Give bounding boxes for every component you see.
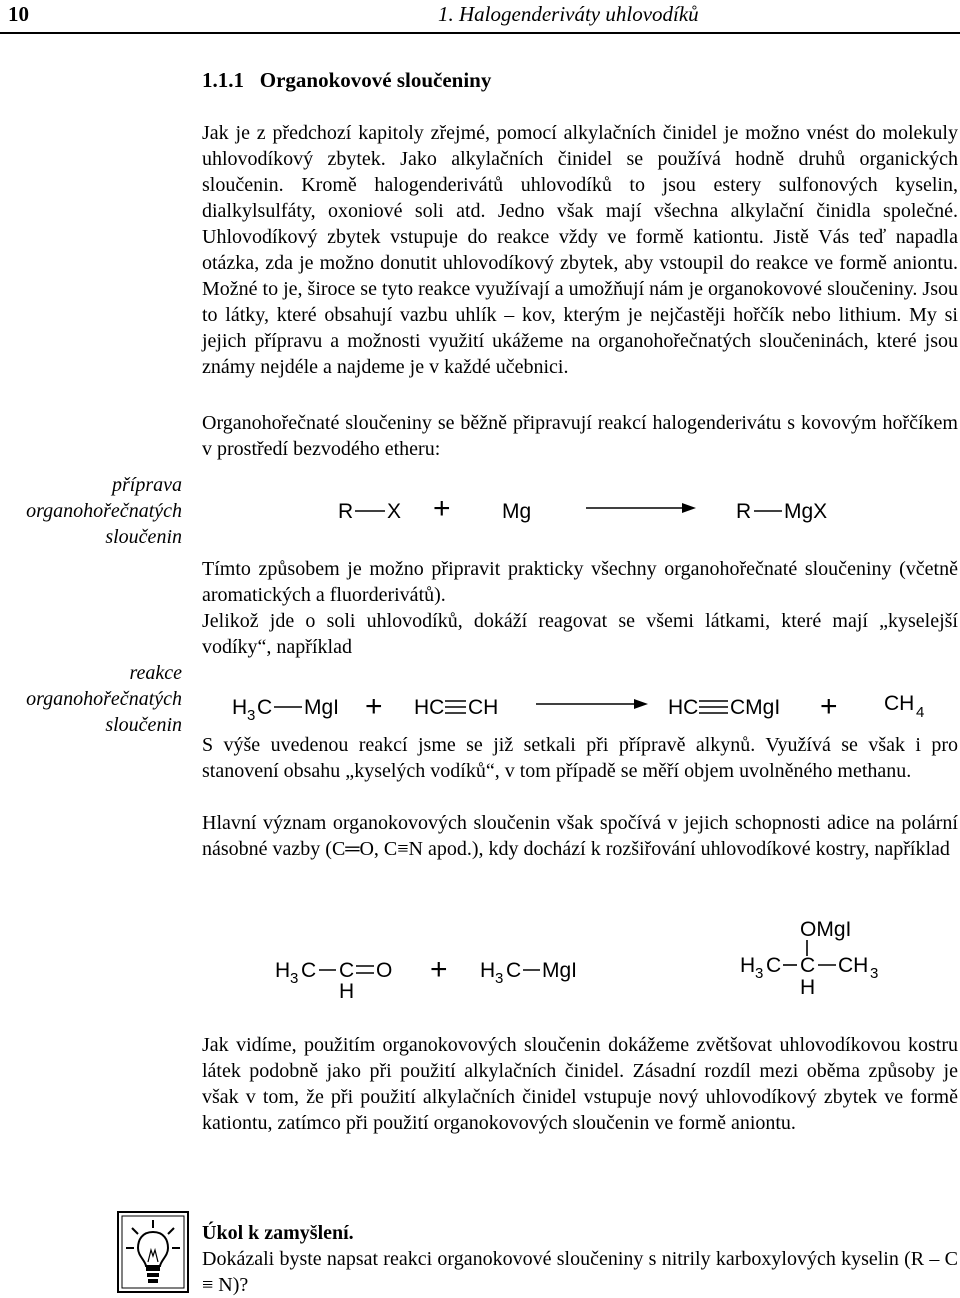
product-r: R — [736, 500, 752, 523]
h-label: H — [480, 959, 496, 982]
c-label: C — [257, 696, 273, 719]
reaction-carbonyl-addition — [270, 910, 890, 1000]
paragraph-preparation: Organohořečnaté sloučeniny se běžně připravují reakcí halogenderivátu s kovovým hořčíkem v prostředí bezvodého etheru: — [202, 412, 958, 460]
plus-sign: + — [820, 690, 838, 723]
h-label: H — [339, 980, 355, 1000]
h-label: H — [275, 959, 291, 982]
reactant-r: R — [338, 500, 354, 523]
cmgi-label: CMgI — [730, 696, 781, 719]
plus-sign: + — [430, 953, 448, 986]
hc-label: HC — [668, 696, 699, 719]
paragraph-scope: Tímto způsobem je možno připravit prakticky všechny organohořečnaté sloučeniny (včetně aromatických a fluorderivátů). — [202, 558, 958, 606]
mgi-label: MgI — [304, 696, 340, 719]
section-heading: 1.1.1 Organokovové sloučeniny — [202, 68, 492, 92]
subscript: 3 — [495, 970, 504, 987]
c-label: C — [339, 959, 355, 982]
arrow-head — [682, 503, 696, 513]
margin-note-line: sloučenin — [105, 526, 182, 548]
product-mgx: MgX — [784, 500, 828, 523]
margin-note-line: reakce — [129, 662, 182, 684]
omgi-label: OMgI — [800, 918, 852, 941]
lightbulb-icon — [116, 1210, 190, 1294]
ch-label: CH — [884, 692, 915, 715]
h-label: H — [800, 976, 816, 999]
c-label: C — [301, 959, 317, 982]
margin-note-line: příprava — [112, 474, 182, 496]
plus-sign: + — [433, 492, 451, 525]
reactant-x: X — [387, 500, 402, 523]
chapter-title: 1. Halogenderiváty uhlovodíků — [438, 2, 699, 26]
mgi-label: MgI — [542, 959, 578, 982]
reactant-mg: Mg — [502, 500, 532, 523]
paragraph-conclusion: Jak vidíme, použitím organokovových sloučenin dokážeme zvětšovat uhlovodíkovou kostru látek podobně jako při použití alkylačních činidel. Zásadní rozdíl mezi oběma způsoby je však v tom, že při použití alkylačních činidel vstupuje nový uhlovodíkový zbytek ve formě kationtu, zatímco při použití organokovových sloučenin ve formě aniontu. — [202, 1034, 958, 1134]
subscript: 4 — [916, 704, 925, 721]
c-label: C — [800, 954, 816, 977]
subscript: 3 — [290, 970, 299, 987]
h-label: H — [740, 954, 756, 977]
paragraph-addition: Hlavní význam organokovových sloučenin však spočívá v jejich schopnosti adice na polární násobné vazby (C═O, C≡N apod.), kdy dochází k rozšiřování uhlovodíkové kostry, například — [202, 812, 958, 860]
arrow-head — [634, 699, 648, 709]
margin-note-reactions — [0, 660, 182, 738]
margin-note-line: organohořečnatých — [26, 500, 182, 522]
ch-label: CH — [468, 696, 499, 719]
margin-note-line: organohořečnatých — [26, 688, 182, 710]
h-label: H — [232, 696, 248, 719]
reaction-grignard-formation — [330, 488, 830, 532]
plus-sign: + — [365, 690, 383, 723]
c-label: C — [506, 959, 522, 982]
hc-label: HC — [414, 696, 445, 719]
o-label: O — [376, 959, 393, 982]
paragraph-alkynes: S výše uvedenou reakcí jsme se již setkali při přípravě alkynů. Využívá se však i pro stanovení obsahu „kyselých vodíků“, v tom případě se měří objem uvolněného methanu. — [202, 734, 958, 782]
header-rule — [0, 32, 960, 34]
subscript: 3 — [870, 965, 879, 982]
ch-label: CH — [838, 954, 869, 977]
c-label: C — [766, 954, 782, 977]
task-block — [202, 1220, 958, 1298]
reaction-acetylene — [226, 684, 956, 730]
paragraph-intro: Jak je z předchozí kapitoly zřejmé, pomocí alkylačních činidel je možno vnést do molekuly uhlovodíkový zbytek. Jako alkylačních činidel se používá hodně druhů organických sloučenin. Kromě halogenderivátů uhlovodíků to jsou estery sulfonových kyselin, dialkylsulfáty, oxoniové soli atd. Jedno však mají všechna alkylační činidla společné. Uhlovodíkový zbytek vstupuje do reakce vždy ve formě kationtu. Jistě Vás teď napadla otázka, zda je možno donutit uhlovodíkový zbytek, aby vstoupil do reakce ve formě aniontu. Možné to je, široce se tyto reakce využívají a umožňují nám je organokovové sloučeniny. Jsou to látky, které obsahují vazbu uhlík – kov, kterým je nejčastěji hořčík nebo lithium. My si jejich přípravu a možnosti využití ukážeme na organohořečnatých sloučeninách, které jsou známy nejdéle a najdeme je v každé učebnici. — [202, 122, 958, 378]
task-title: Úkol k zamyšlení. — [202, 1222, 354, 1244]
subscript: 3 — [247, 707, 256, 724]
margin-note-line: sloučenin — [105, 714, 182, 736]
paragraph-acidic-h: Jelikož jde o soli uhlovodíků, dokáží reagovat se všemi látkami, které mají „kyselejší vodíky“, například — [202, 610, 958, 658]
margin-note-preparation — [0, 472, 182, 550]
subscript: 3 — [755, 965, 764, 982]
task-text: Dokázali byste napsat reakci organokovové sloučeniny s nitrily karboxylových kyselin (R – C ≡ N)? — [202, 1248, 958, 1296]
page-number: 10 — [8, 2, 29, 26]
